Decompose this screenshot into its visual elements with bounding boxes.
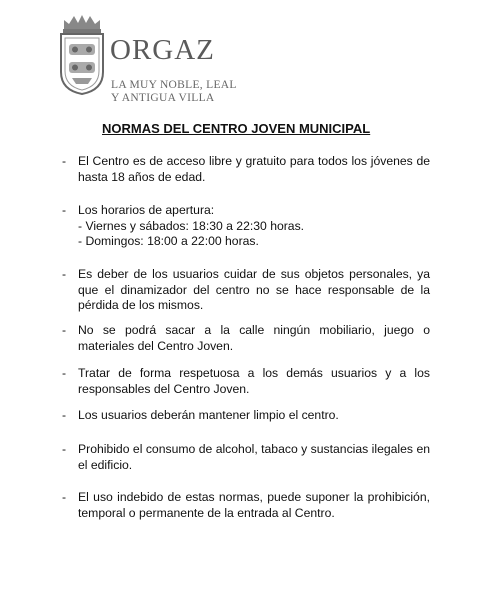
brand-name: ORGAZ (110, 34, 215, 66)
rule-item (62, 490, 430, 521)
document-title: NORMAS DEL CENTRO JOVEN MUNICIPAL (102, 121, 371, 136)
rule-subitem: - Domingos: 18:00 a 22:00 horas. (78, 234, 259, 248)
rule-text: Es deber de los usuarios cuidar de sus objetos personales, ya que el dinamizador del centro no se hace responsable de la pérdida de los mismos. (78, 267, 430, 312)
rule-bullet: - (62, 366, 67, 380)
rule-item (62, 366, 430, 397)
rule-item (62, 323, 430, 354)
rule-text: El uso indebido de estas normas, puede suponer la prohibición, temporal o permanente de la entrada al Centro. (78, 490, 430, 520)
rule-text: El Centro es de acceso libre y gratuito para todos los jóvenes de hasta 18 años de edad. (78, 154, 430, 184)
motto-line-1: LA MUY NOBLE, LEAL (111, 79, 237, 91)
rule-text: Tratar de forma respetuosa a los demás usuarios y a los responsables del Centro Joven. (78, 366, 430, 396)
rule-item (62, 154, 430, 185)
letterhead (58, 14, 258, 104)
motto (111, 79, 237, 105)
rule-bullet: - (62, 442, 67, 456)
rule-item (62, 408, 430, 424)
rule-item (62, 267, 430, 314)
rule-bullet: - (62, 408, 67, 422)
rule-text: Los horarios de apertura: (78, 203, 215, 217)
rule-bullet: - (62, 154, 67, 168)
rule-bullet: - (62, 323, 67, 337)
rule-text: Los usuarios deberán mantener limpio el centro. (78, 408, 339, 422)
motto-line-2: Y ANTIGUA VILLA (111, 92, 215, 104)
rule-text: No se podrá sacar a la calle ningún mobiliario, juego o materiales del Centro Joven. (78, 323, 430, 353)
rule-bullet: - (62, 490, 67, 504)
rule-item (62, 442, 430, 473)
coat-of-arms-icon (58, 14, 106, 96)
rule-subitem: - Viernes y sábados: 18:30 a 22:30 horas. (78, 218, 305, 233)
rule-text: Prohibido el consumo de alcohol, tabaco y sustancias ilegales en el edificio. (78, 442, 430, 472)
rule-bullet: - (62, 203, 67, 217)
rule-item (62, 203, 430, 250)
rule-bullet: - (62, 267, 67, 281)
